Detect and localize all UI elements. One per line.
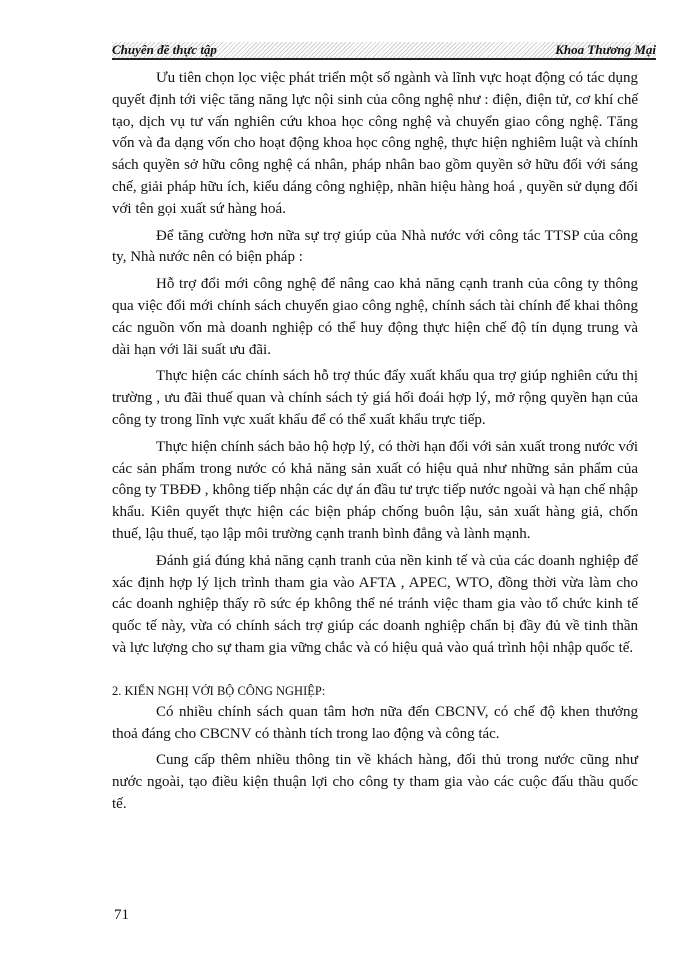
paragraph: Đánh giá đúng khả năng cạnh tranh của nền kinh tế và của các doanh nghiệp để xác định hợp lý lịch trình tham gia vào AFTA , APEC, WTO, đồng thời vừa làm cho các doanh nghiệp thấy rõ sức ép không thể né tránh việc tham gia vào tổ chức kinh tế quốc tế này, vừa có chính sách trợ giúp các doanh nghiệp chẩn bị đầy đủ về tinh thần và lực lượng cho sự tham gia vững chắc và có hiệu quả vào quá trình hội nhập quốc tế. — [112, 552, 638, 656]
paragraph: Thực hiện các chính sách hỗ trợ thúc đẩy xuất khẩu qua trợ giúp nghiên cứu thị trường , ưu đãi thuế quan và chính sách tỷ giá hối đoái hợp lý, mở rộng quyền hạn của công ty trong lĩnh vực xuất khẩu để có thể xuất khẩu trực tiếp. — [112, 368, 638, 428]
header-rule — [112, 58, 656, 60]
paragraph: Hỗ trợ đổi mới công nghệ để nâng cao khả năng cạnh tranh của công ty thông qua việc đổi mới chính sách chuyển giao công nghệ, chính sách tài chính để khai thông các nguồn vốn mà doanh nghiệp có thể huy động thực hiện chế độ tín dụng trung và dài hạn với lãi suất ưu đãi. — [112, 276, 638, 358]
page-header — [112, 42, 656, 58]
paragraph: Thực hiện chính sách bảo hộ hợp lý, có thời hạn đối với sản xuất trong nước với các sản phẩm trong nước có khả năng sản xuất có hiệu quả như những sản phẩm của công ty TBĐĐ , không tiếp nhận các dự án đầu tư trực tiếp nước ngoài và hạn chế nhập khẩu. Kiên quyết thực hiện các biện pháp chống buôn lậu, sản xuất hàng giả, chốn thuế, lậu thuế, tạo lập môi trường cạnh tranh bình đẳng và lành mạnh. — [112, 438, 638, 542]
paragraph: Có nhiều chính sách quan tâm hơn nữa đến CBCNV, có chế độ khen thưởng thoả đáng cho CBCNV có thành tích trong lao động và công tác. — [112, 703, 638, 742]
section-heading: 2. KIẾN NGHỊ VỚI BỘ CÔNG NGHIỆP: — [112, 683, 326, 698]
paragraph: Cung cấp thêm nhiều thông tin về khách hàng, đối thủ trong nước cũng như nước ngoài, tạo điều kiện thuận lợi cho công ty tham gia vào các cuộc đấu thầu quốc tế. — [112, 752, 638, 812]
paragraph: Ưu tiên chọn lọc việc phát triển một số ngành và lĩnh vực hoạt động có tác dụng quyết định tới việc tăng năng lực nội sinh của công nghệ như : điện, điện tử, cơ khí chế tạo, dịch vụ tư vấn nghiên cứu khoa học công nghệ và chuyển giao công nghệ. Tăng vốn và đa dạng vốn cho hoạt động khoa học công nghệ, thực hiện nghiêm luật và chính sách quyền sở hữu công nghệ cá nhân, pháp nhân bao gồm quyền sở hữu đối với sáng chế, giải pháp hữu ích, kiểu dáng công nghiệp, nhãn hiệu hàng hoá , quyền sử dụng đối với tên gọi xuất sứ hàng hoá. — [112, 70, 638, 217]
paragraph: Để tăng cường hơn nữa sự trợ giúp của Nhà nước với công tác TTSP của công ty, Nhà nước nên có biện pháp : — [112, 227, 638, 266]
document-body — [112, 68, 638, 821]
header-left-title: Chuyên đề thực tập — [112, 42, 217, 57]
page-number: 71 — [114, 907, 129, 923]
header-right-title: Khoa Thương Mại — [555, 42, 656, 57]
